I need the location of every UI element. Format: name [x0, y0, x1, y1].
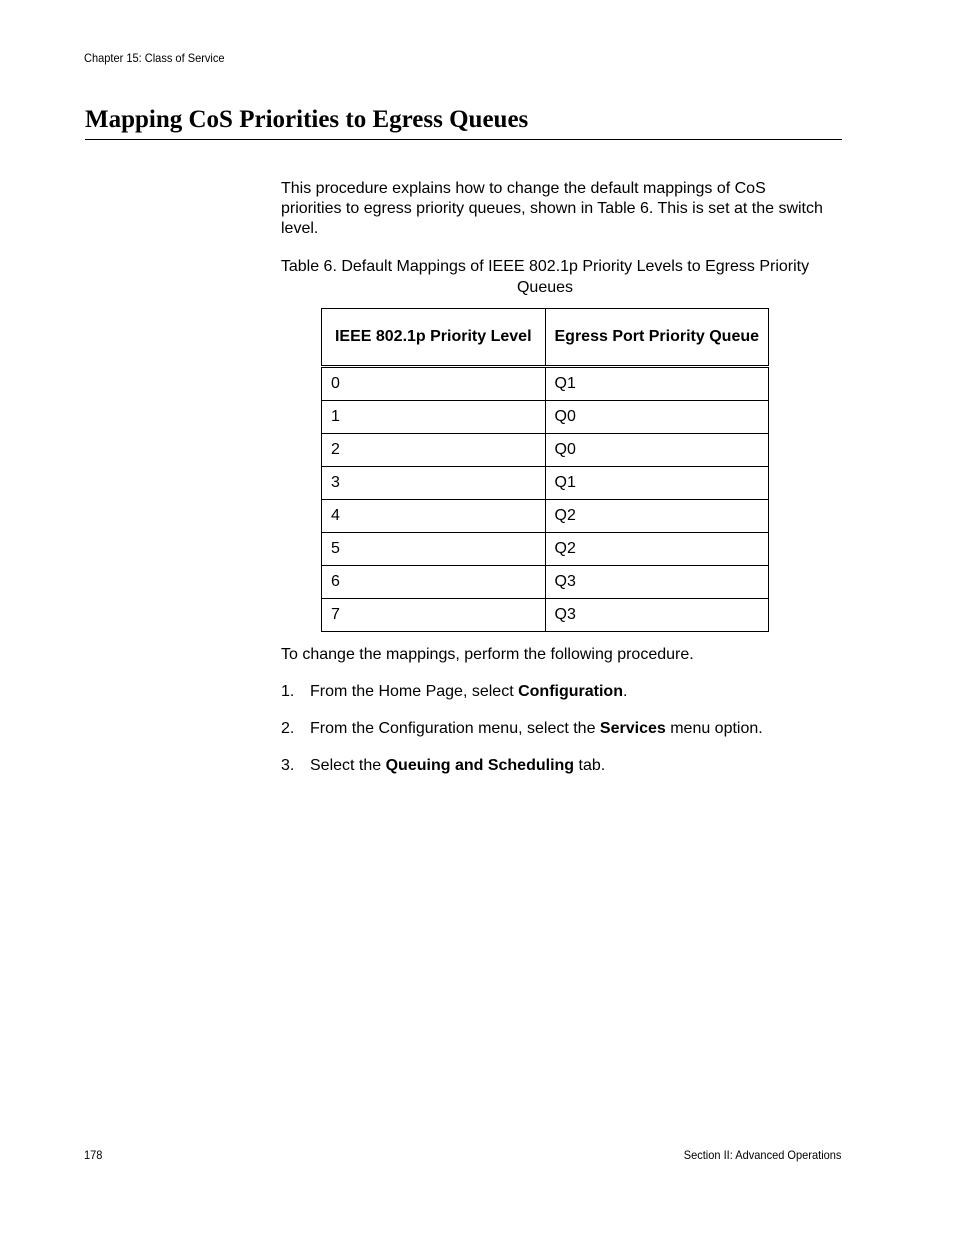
table-row [322, 401, 769, 434]
priority-level-cell: 6 [322, 566, 546, 599]
intro-paragraph: This procedure explains how to change the default mappings of CoS priorities to egress priority queues, shown in Table 6. This is set at the switch level. [281, 180, 823, 237]
table-row [322, 367, 769, 401]
running-header: Chapter 15: Class of Service [84, 51, 225, 65]
column-header-priority-level: IEEE 802.1p Priority Level [322, 309, 546, 367]
step-text-after: tab. [574, 757, 606, 774]
step-emphasis: Services [599, 720, 666, 737]
egress-queue-cell: Q2 [545, 533, 769, 566]
procedure-step [281, 719, 763, 739]
step-text [310, 756, 605, 776]
table-header-row [322, 309, 769, 367]
table-row [322, 566, 769, 599]
table-row [322, 434, 769, 467]
mapping-table [321, 308, 769, 632]
egress-queue-cell: Q1 [545, 467, 769, 500]
step-emphasis: Configuration [518, 683, 623, 700]
procedure-step [281, 682, 763, 702]
step-text-after: . [622, 683, 628, 700]
step-text [310, 719, 763, 739]
priority-level-cell: 7 [322, 599, 546, 632]
step-text-before: From the Home Page, select [310, 683, 519, 700]
priority-level-cell: 2 [322, 434, 546, 467]
priority-level-cell: 1 [322, 401, 546, 434]
egress-queue-cell: Q0 [545, 401, 769, 434]
section-title: Mapping CoS Priorities to Egress Queues [85, 106, 529, 133]
step-number: 3. [281, 757, 295, 774]
column-header-egress-queue: Egress Port Priority Queue [545, 309, 769, 367]
egress-queue-cell: Q2 [545, 500, 769, 533]
running-footer: Section II: Advanced Operations [683, 1148, 841, 1162]
page-number: 178 [84, 1148, 103, 1162]
procedure-steps [281, 682, 763, 793]
egress-queue-cell: Q1 [545, 367, 769, 401]
priority-level-cell: 5 [322, 533, 546, 566]
priority-level-cell: 0 [322, 367, 546, 401]
step-emphasis: Queuing and Scheduling [385, 757, 575, 774]
egress-queue-cell: Q3 [545, 566, 769, 599]
table-row [322, 500, 769, 533]
table-caption: Table 6. Default Mappings of IEEE 802.1p Priority Levels to Egress Priority Queues [280, 258, 810, 296]
step-number: 2. [281, 720, 295, 737]
step-text-before: From the Configuration menu, select the [310, 720, 600, 737]
egress-queue-cell: Q3 [545, 599, 769, 632]
priority-level-cell: 3 [322, 467, 546, 500]
step-text-before: Select the [310, 757, 386, 774]
table-row [322, 599, 769, 632]
procedure-step [281, 756, 763, 776]
title-rule [85, 139, 842, 140]
priority-level-cell: 4 [322, 500, 546, 533]
step-number: 1. [281, 683, 295, 700]
step-text [310, 682, 627, 702]
table-row [322, 467, 769, 500]
table-row [322, 533, 769, 566]
egress-queue-cell: Q0 [545, 434, 769, 467]
procedure-intro: To change the mappings, perform the following procedure. [281, 646, 694, 663]
step-text-after: menu option. [665, 720, 763, 737]
